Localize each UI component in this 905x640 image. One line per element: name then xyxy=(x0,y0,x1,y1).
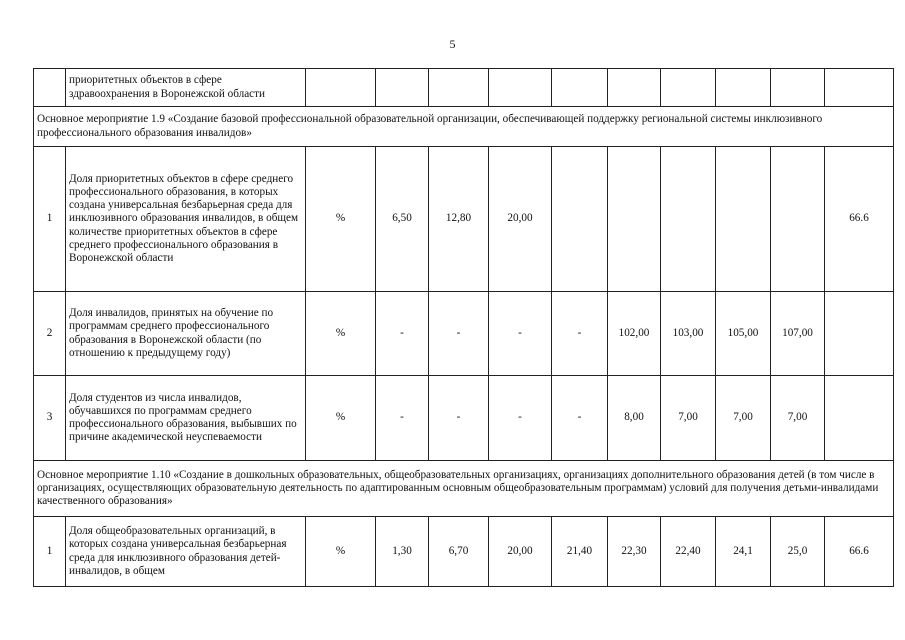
value-cell: 103,00 xyxy=(661,292,716,376)
value-cell: 7,00 xyxy=(661,376,716,461)
value-cell xyxy=(608,147,661,292)
row-number: 1 xyxy=(34,147,66,292)
value-cell xyxy=(771,69,825,107)
value-cell: - xyxy=(429,376,489,461)
value-cell xyxy=(552,147,608,292)
value-cell: 7,00 xyxy=(771,376,825,461)
value-cell: 22,40 xyxy=(661,517,716,587)
indicator-description: Доля приоритетных объектов в сфере среднего профессионального образования, в которых создана универсальная безбарьерная среда для инклюзивного образования инвалидов, в общем количестве приоритетных объектов в сфере среднего профессионального образования в Воронежской области xyxy=(66,147,306,292)
table-row xyxy=(34,147,894,292)
value-cell xyxy=(608,69,661,107)
value-cell: 6,50 xyxy=(376,147,429,292)
page-number: 5 xyxy=(449,37,456,51)
value-cell: 66.6 xyxy=(825,147,894,292)
value-cell: 66.6 xyxy=(825,517,894,587)
section-row xyxy=(34,107,894,147)
value-cell xyxy=(661,147,716,292)
value-cell: - xyxy=(489,292,552,376)
value-cell: 1,30 xyxy=(376,517,429,587)
table-row xyxy=(34,69,894,107)
value-cell xyxy=(552,69,608,107)
unit-cell: % xyxy=(306,292,376,376)
value-cell xyxy=(376,69,429,107)
indicator-description: Доля общеобразовательных организаций, в которых создана универсальная безбарьерная среда для инклюзивного образования детей-инвалидов, в общем xyxy=(66,517,306,587)
table-row xyxy=(34,292,894,376)
row-number: 3 xyxy=(34,376,66,461)
indicator-description: приоритетных объектов в сфере здравоохранения в Воронежской области xyxy=(66,69,306,107)
table-row xyxy=(34,376,894,461)
value-cell: 12,80 xyxy=(429,147,489,292)
row-number: 2 xyxy=(34,292,66,376)
value-cell: 22,30 xyxy=(608,517,661,587)
value-cell: 7,00 xyxy=(716,376,771,461)
value-cell: - xyxy=(429,292,489,376)
section-title: Основное мероприятие 1.10 «Создание в дошкольных образовательных, общеобразовательных организациях, организациях дополнительного образования детей (в том числе в организациях, осуществляющих образовательную деятельность по адаптированным основным общеобразовательным программам) условий для получения детьми-инвалидами качественного образования» xyxy=(34,461,894,517)
value-cell: 102,00 xyxy=(608,292,661,376)
value-cell xyxy=(716,147,771,292)
value-cell: 21,40 xyxy=(552,517,608,587)
value-cell: 20,00 xyxy=(489,147,552,292)
value-cell: 8,00 xyxy=(608,376,661,461)
value-cell: - xyxy=(376,292,429,376)
table-row xyxy=(34,517,894,587)
section-row xyxy=(34,461,894,517)
value-cell xyxy=(429,69,489,107)
row-number xyxy=(34,69,66,107)
value-cell xyxy=(661,69,716,107)
value-cell xyxy=(825,376,894,461)
section-title: Основное мероприятие 1.9 «Создание базовой профессиональной образовательной организации, обеспечивающей поддержку региональной системы инклюзивного профессионального образования инвалидов» xyxy=(34,107,894,147)
value-cell: - xyxy=(552,376,608,461)
value-cell xyxy=(825,292,894,376)
unit-cell: % xyxy=(306,517,376,587)
value-cell: 105,00 xyxy=(716,292,771,376)
value-cell: - xyxy=(489,376,552,461)
unit-cell: % xyxy=(306,376,376,461)
indicators-table xyxy=(33,68,894,587)
indicator-description: Доля студентов из числа инвалидов, обучавшихся по программам среднего профессионального образования, выбывших по причине академической неуспеваемости xyxy=(66,376,306,461)
value-cell: 20,00 xyxy=(489,517,552,587)
value-cell xyxy=(489,69,552,107)
value-cell xyxy=(716,69,771,107)
row-number: 1 xyxy=(34,517,66,587)
value-cell: 24,1 xyxy=(716,517,771,587)
unit-cell xyxy=(306,69,376,107)
indicator-description: Доля инвалидов, принятых на обучение по программам среднего профессионального образования в Воронежской области (по отношению к предыдущему году) xyxy=(66,292,306,376)
value-cell xyxy=(825,69,894,107)
value-cell: 25,0 xyxy=(771,517,825,587)
value-cell: - xyxy=(376,376,429,461)
unit-cell: % xyxy=(306,147,376,292)
value-cell: - xyxy=(552,292,608,376)
value-cell: 107,00 xyxy=(771,292,825,376)
value-cell: 6,70 xyxy=(429,517,489,587)
value-cell xyxy=(771,147,825,292)
